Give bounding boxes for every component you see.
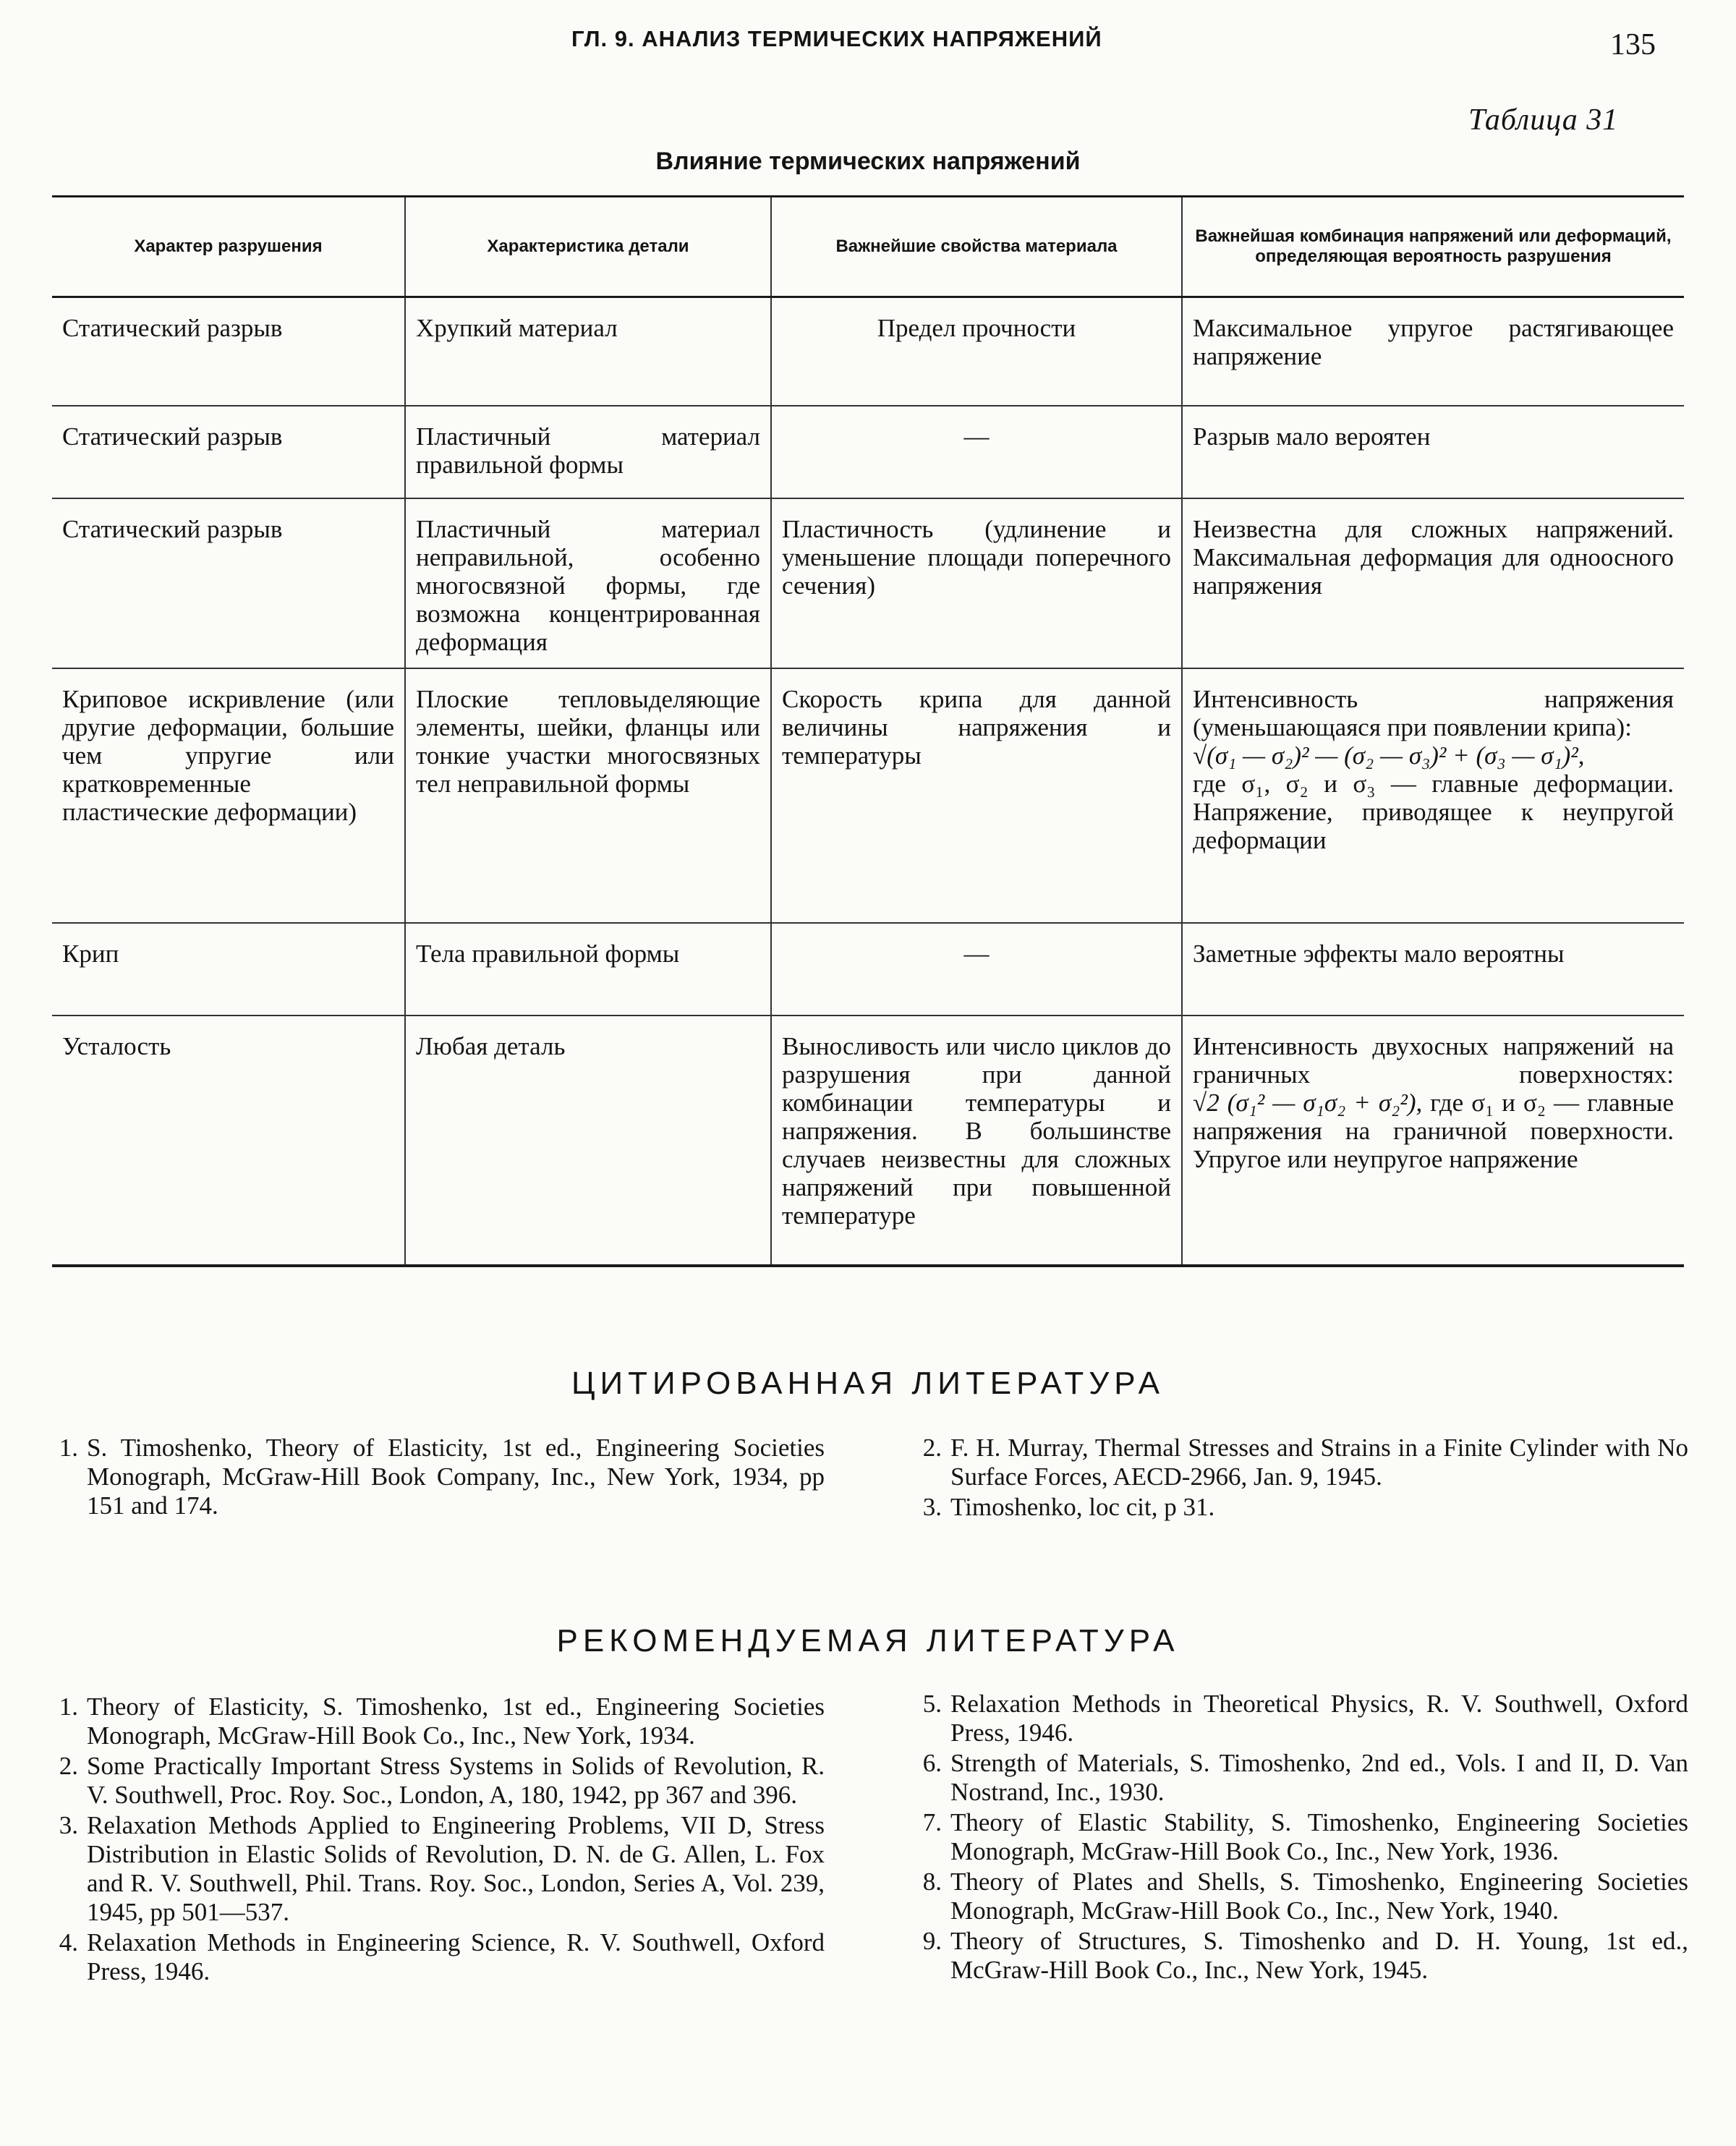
table-cell: Заметные эффекты мало вероятны bbox=[1182, 923, 1684, 1015]
table-cell: Статический разрыв bbox=[52, 406, 405, 498]
table-cell: Статический разрыв bbox=[52, 297, 405, 406]
table-cell: Выносливость или число циклов до разрушения при данной комбинации температуры и напряжения. В большинстве случаев неизвестны для сложных напряжений при повышенной температуре bbox=[771, 1015, 1182, 1266]
table-cell: Усталость bbox=[62, 1031, 171, 1060]
table-cell: Крип bbox=[52, 923, 405, 1015]
table-row bbox=[52, 297, 1684, 406]
recommended-literature-title: РЕКОМЕНДУЕМАЯ ЛИТЕРАТУРА bbox=[556, 1623, 1180, 1659]
reference-number: 1. bbox=[59, 1434, 78, 1462]
biaxial-stress-formula: √2 (σ₁² — σ₁σ₂ + σ₂²), bbox=[1193, 1088, 1423, 1117]
table-cell: Пластичный материал правильной формы bbox=[405, 406, 771, 498]
table-cell: Предел прочности bbox=[771, 297, 1182, 406]
reference-text: Relaxation Methods Applied to Engineering Problems, VII D, Stress Distribution in Elastic Solids of Revolution, D. N. de G. Allen, L. Fox and R. V. Southwell, Phil. Trans. Roy. Soc., London, Series A, Vol. 239, 1945, pp 501—537. bbox=[87, 1811, 825, 1926]
recommended-refs-right bbox=[907, 1690, 1688, 1986]
reference-item bbox=[43, 1692, 825, 1750]
reference-item bbox=[907, 1434, 1688, 1491]
reference-list bbox=[907, 1690, 1688, 1985]
reference-number: 5. bbox=[922, 1690, 942, 1718]
reference-number: 3. bbox=[922, 1493, 942, 1521]
reference-item bbox=[907, 1690, 1688, 1747]
reference-text: Theory of Structures, S. Timoshenko and D. H. Young, 1st ed., McGraw-Hill Book Co., Inc., New York, 1945. bbox=[950, 1927, 1688, 1984]
reference-list bbox=[43, 1692, 825, 1986]
reference-number: 2. bbox=[59, 1752, 78, 1780]
page-number: 135 bbox=[1610, 28, 1656, 61]
table-cell: Скорость крипа для данной величины напряжения и температуры bbox=[771, 668, 1182, 923]
stress-table bbox=[52, 195, 1684, 1267]
table-cell bbox=[1182, 1015, 1684, 1266]
table-row bbox=[52, 406, 1684, 498]
cell-text: Интенсивность двухосных напряжений на граничных поверхностях: bbox=[1193, 1031, 1674, 1089]
reference-number: 4. bbox=[59, 1928, 78, 1956]
running-head: ГЛ. 9. АНАЛИЗ ТЕРМИЧЕСКИХ НАПРЯЖЕНИЙ bbox=[571, 26, 1102, 51]
table-cell: Максимальное упругое растягивающее напряжение bbox=[1182, 297, 1684, 406]
table-row bbox=[52, 923, 1684, 1015]
table-row bbox=[52, 668, 1684, 923]
reference-number: 2. bbox=[922, 1434, 942, 1462]
reference-number: 8. bbox=[922, 1868, 942, 1896]
reference-text: F. H. Murray, Thermal Stresses and Strains in a Finite Cylinder with No Surface Forces, AECD-2966, Jan. 9, 1945. bbox=[950, 1434, 1688, 1491]
column-header: Характеристика детали bbox=[405, 197, 771, 297]
reference-item bbox=[43, 1811, 825, 1927]
reference-text: Theory of Elastic Stability, S. Timoshenko, Engineering Societies Monograph, McGraw-Hill Book Co., Inc., New York, 1936. bbox=[950, 1808, 1688, 1865]
recommended-refs-left bbox=[43, 1692, 825, 1988]
table-cell: Любая деталь bbox=[405, 1015, 771, 1266]
table-cell: Пластичность (удлинение и уменьшение площади поперечного сечения) bbox=[771, 498, 1182, 668]
table-cell: — bbox=[771, 923, 1182, 1015]
reference-item bbox=[907, 1808, 1688, 1866]
cited-refs-right bbox=[907, 1434, 1688, 1523]
table-cell: Плоские тепловыделяющие элементы, шейки, фланцы или тонкие участки многосвязных тел неправильной формы bbox=[405, 668, 771, 923]
reference-number: 9. bbox=[922, 1927, 942, 1955]
table-cell: Статический разрыв bbox=[52, 498, 405, 668]
reference-item bbox=[907, 1868, 1688, 1925]
cell-text: где σ₁, σ₂ и σ₃ — главные деформации. Напряжение, приводящее к неупругой деформации bbox=[1193, 769, 1674, 854]
reference-number: 3. bbox=[59, 1811, 78, 1839]
table-cell bbox=[1182, 668, 1684, 923]
reference-number: 1. bbox=[59, 1692, 78, 1721]
table-cell: Разрыв мало вероятен bbox=[1182, 406, 1684, 498]
reference-text: Timoshenko, loc cit, p 31. bbox=[950, 1493, 1215, 1521]
reference-text: Theory of Plates and Shells, S. Timoshenko, Engineering Societies Monograph, McGraw-Hill Book Co., Inc., New York, 1940. bbox=[950, 1868, 1688, 1925]
table-cell: Пластичный материал неправильной, особенно многосвязной формы, где возможна концентрированная деформация bbox=[405, 498, 771, 668]
table-cell: — bbox=[771, 406, 1182, 498]
stress-intensity-formula: √(σ₁ — σ₂)² — (σ₂ — σ₃)² + (σ₃ — σ₁)², bbox=[1193, 741, 1585, 770]
reference-text: Theory of Elasticity, S. Timoshenko, 1st ed., Engineering Societies Monograph, McGraw-Hill Book Co., Inc., New York, 1934. bbox=[87, 1692, 825, 1750]
cell-text: где σ₁ и σ₂ — главные напряжения на граничной поверхности. Упругое или неупругое напряжение bbox=[1193, 1088, 1675, 1173]
reference-item bbox=[907, 1927, 1688, 1985]
reference-text: Relaxation Methods in Theoretical Physics, R. V. Southwell, Oxford Press, 1946. bbox=[950, 1690, 1688, 1747]
cited-literature-title: ЦИТИРОВАННАЯ ЛИТЕРАТУРА bbox=[571, 1366, 1165, 1401]
reference-number: 6. bbox=[922, 1749, 942, 1777]
cell-text: Интенсивность напряжения (уменьшающаяся при появлении крипа): bbox=[1193, 684, 1674, 741]
column-header: Важнейшие свойства материала bbox=[771, 197, 1182, 297]
reference-text: Relaxation Methods in Engineering Science, R. V. Southwell, Oxford Press, 1946. bbox=[87, 1928, 825, 1985]
column-header: Характер разрушения bbox=[52, 197, 405, 297]
table-row bbox=[52, 498, 1684, 668]
cited-refs-left bbox=[43, 1434, 825, 1522]
stress-table-grid bbox=[52, 195, 1684, 1267]
reference-text: Strength of Materials, S. Timoshenko, 2nd ed., Vols. I and II, D. Van Nostrand, Inc., 1930. bbox=[950, 1749, 1688, 1806]
reference-item bbox=[907, 1749, 1688, 1807]
reference-list bbox=[907, 1434, 1688, 1522]
table-cell: Тела правильной формы bbox=[405, 923, 771, 1015]
reference-item bbox=[43, 1928, 825, 1986]
table-cell: Неизвестна для сложных напряжений. Максимальная деформация для одноосного напряжения bbox=[1182, 498, 1684, 668]
reference-text: S. Timoshenko, Theory of Elasticity, 1st ed., Engineering Societies Monograph, McGraw-Hill Book Company, Inc., New York, 1934, pp 151 and 174. bbox=[87, 1434, 825, 1520]
table-header-row bbox=[52, 197, 1684, 297]
table-row bbox=[52, 1015, 1684, 1266]
reference-list bbox=[43, 1434, 825, 1520]
reference-number: 7. bbox=[922, 1808, 942, 1836]
table-cell: Криповое искривление (или другие деформации, большие чем упругие или кратковременные пластические деформации) bbox=[52, 668, 405, 923]
table-number: Таблица 31 bbox=[1468, 103, 1619, 137]
reference-item bbox=[43, 1752, 825, 1810]
reference-item bbox=[43, 1434, 825, 1520]
table-title: Влияние термических напряжений bbox=[655, 148, 1081, 175]
column-header: Важнейшая комбинация напряжений или деформаций, определяющая вероятность разрушения bbox=[1182, 197, 1684, 297]
reference-text: Some Practically Important Stress Systems in Solids of Revolution, R. V. Southwell, Proc. Roy. Soc., London, A, 180, 1942, pp 367 and 396. bbox=[87, 1752, 825, 1809]
table-cell: Хрупкий материал bbox=[405, 297, 771, 406]
reference-item bbox=[907, 1493, 1688, 1522]
